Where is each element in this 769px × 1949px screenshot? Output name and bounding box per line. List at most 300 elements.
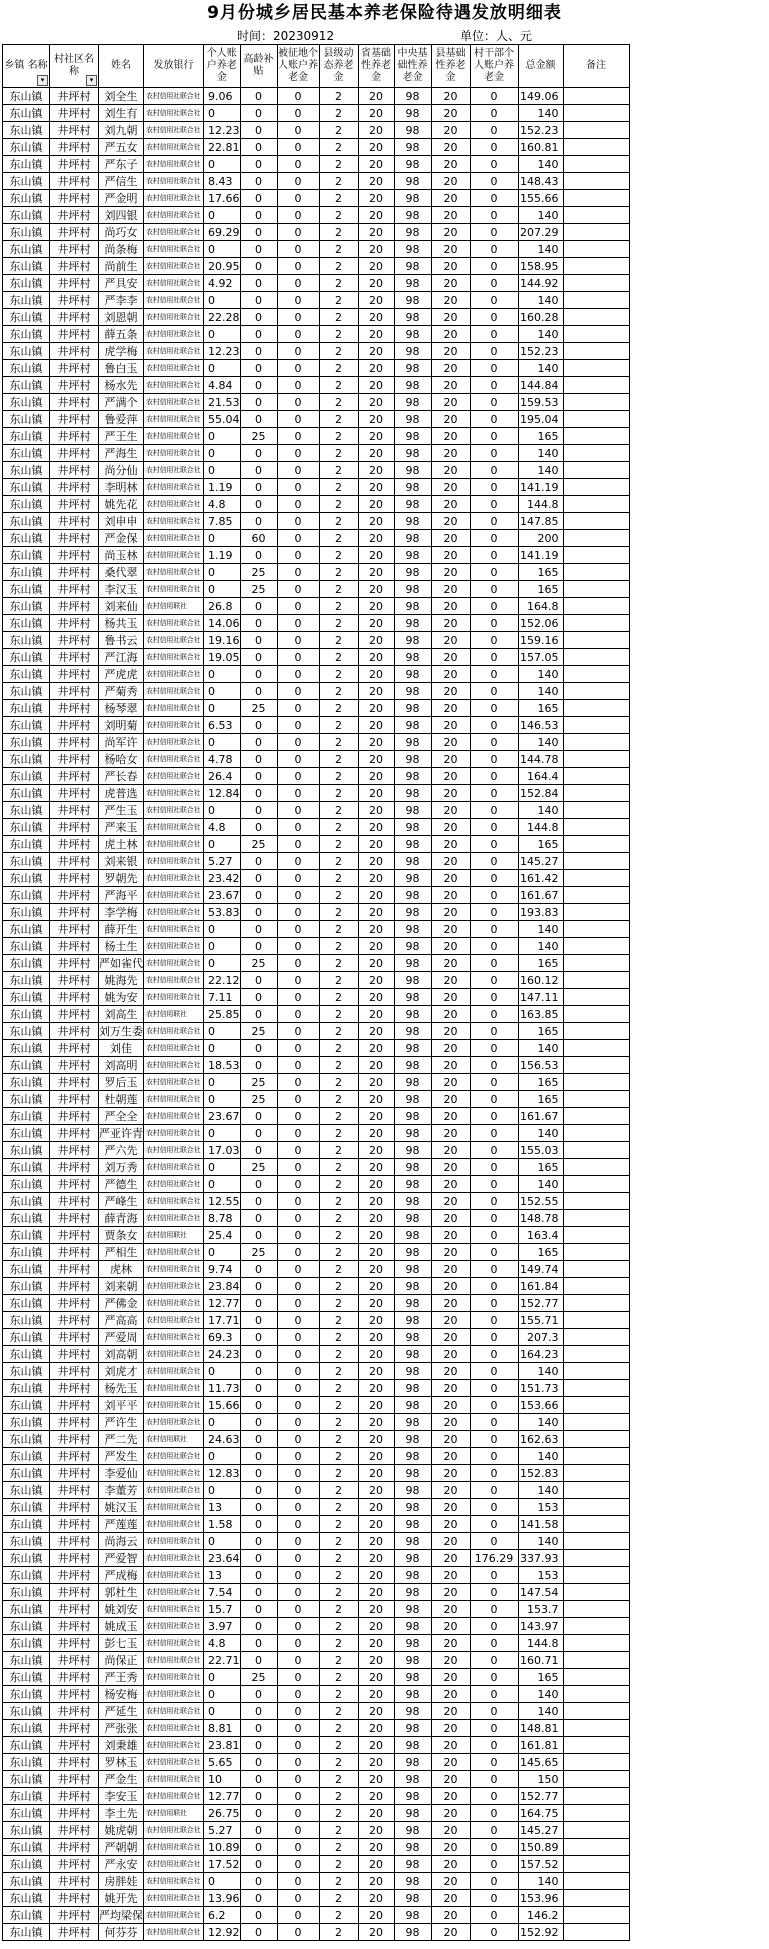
county-dynamic-cell: 2	[319, 1142, 358, 1159]
township-cell: 东山镇	[3, 1924, 50, 1941]
remarks-cell	[563, 1074, 629, 1091]
county-basic-cell: 20	[431, 1159, 470, 1176]
land-acquisition-cell: 0	[277, 1329, 319, 1346]
village-cadre-cell: 0	[470, 530, 518, 547]
name-cell: 尚条梅	[99, 241, 144, 258]
elderly-subsidy-cell: 0	[240, 1261, 277, 1278]
township-cell: 东山镇	[3, 1193, 50, 1210]
name-cell: 严海生	[99, 445, 144, 462]
bank-cell: 农村信用社联合社	[144, 768, 204, 785]
remarks-cell	[563, 1414, 629, 1431]
county-basic-cell: 20	[431, 1703, 470, 1720]
village-cell: 井坪村	[50, 1006, 99, 1023]
township-cell: 东山镇	[3, 411, 50, 428]
village-cadre-cell: 0	[470, 207, 518, 224]
bank-cell: 农村信用社联合社	[144, 1737, 204, 1754]
elderly-subsidy-header	[240, 45, 277, 88]
provincial-basic-cell: 20	[358, 1346, 394, 1363]
county-dynamic-cell: 2	[319, 1686, 358, 1703]
county-dynamic-cell: 2	[319, 1448, 358, 1465]
table-row	[3, 105, 630, 122]
county-basic-cell: 20	[431, 1499, 470, 1516]
table-row	[3, 870, 630, 887]
bank-cell: 农村信用社联合社	[144, 1414, 204, 1431]
village-cadre-cell: 0	[470, 547, 518, 564]
county-basic-cell: 20	[431, 734, 470, 751]
township-cell: 东山镇	[3, 819, 50, 836]
township-cell: 东山镇	[3, 717, 50, 734]
village-cadre-cell: 0	[470, 1890, 518, 1907]
remarks-cell	[563, 88, 629, 105]
elderly-subsidy-cell: 0	[240, 1839, 277, 1856]
village-cell: 井坪村	[50, 785, 99, 802]
remarks-cell	[563, 1839, 629, 1856]
remarks-cell	[563, 530, 629, 547]
county-dynamic-cell: 2	[319, 1176, 358, 1193]
name-cell: 严长春	[99, 768, 144, 785]
township-cell: 东山镇	[3, 1567, 50, 1584]
township-cell: 东山镇	[3, 1329, 50, 1346]
provincial-basic-cell: 20	[358, 955, 394, 972]
remarks-cell	[563, 1856, 629, 1873]
land-acquisition-cell: 0	[277, 768, 319, 785]
bank-cell: 农村信用社联合社	[144, 462, 204, 479]
land-acquisition-cell: 0	[277, 1295, 319, 1312]
provincial-basic-cell: 20	[358, 1533, 394, 1550]
elderly-subsidy-cell: 25	[240, 1091, 277, 1108]
land-acquisition-cell: 0	[277, 938, 319, 955]
county-basic-cell: 20	[431, 1822, 470, 1839]
county-dynamic-cell: 2	[319, 1652, 358, 1669]
provincial-basic-cell: 20	[358, 649, 394, 666]
table-row	[3, 1108, 630, 1125]
remarks-cell	[563, 1737, 629, 1754]
remarks-cell	[563, 1312, 629, 1329]
village-cadre-cell: 0	[470, 88, 518, 105]
township-cell: 东山镇	[3, 1822, 50, 1839]
remarks-cell	[563, 598, 629, 615]
county-basic-cell: 20	[431, 1312, 470, 1329]
elderly-subsidy-cell: 0	[240, 1431, 277, 1448]
village-cadre-cell: 0	[470, 649, 518, 666]
personal-account-cell: 69.3	[204, 1329, 241, 1346]
township-cell: 东山镇	[3, 1108, 50, 1125]
township-cell: 东山镇	[3, 1550, 50, 1567]
village-cadre-cell: 0	[470, 734, 518, 751]
land-acquisition-header	[277, 45, 319, 88]
county-dynamic-cell: 2	[319, 683, 358, 700]
village-cell: 井坪村	[50, 819, 99, 836]
personal-account-cell: 0	[204, 581, 241, 598]
table-row	[3, 513, 630, 530]
village-cadre-cell: 0	[470, 1278, 518, 1295]
table-row	[3, 1380, 630, 1397]
name-cell: 严金保	[99, 530, 144, 547]
table-row	[3, 1074, 630, 1091]
elderly-subsidy-cell: 0	[240, 683, 277, 700]
township-cell: 东山镇	[3, 666, 50, 683]
village-cell: 井坪村	[50, 853, 99, 870]
land-acquisition-cell: 0	[277, 717, 319, 734]
provincial-basic-cell: 20	[358, 1703, 394, 1720]
total-amount-cell: 161.67	[518, 1108, 563, 1125]
county-basic-cell: 20	[431, 717, 470, 734]
personal-account-cell: 0	[204, 734, 241, 751]
provincial-basic-cell: 20	[358, 904, 394, 921]
village-cadre-cell: 0	[470, 122, 518, 139]
bank-cell: 农村信用社联合社	[144, 666, 204, 683]
county-basic-header	[431, 45, 470, 88]
county-basic-cell: 20	[431, 207, 470, 224]
elderly-subsidy-cell: 0	[240, 1822, 277, 1839]
personal-account-cell: 7.85	[204, 513, 241, 530]
land-acquisition-cell: 0	[277, 1516, 319, 1533]
provincial-basic-cell: 20	[358, 139, 394, 156]
township-cell: 东山镇	[3, 445, 50, 462]
village-cell: 井坪村	[50, 1669, 99, 1686]
provincial-basic-cell: 20	[358, 1210, 394, 1227]
header-label: 总金额	[525, 60, 556, 71]
bank-cell: 农村信用社联合社	[144, 1380, 204, 1397]
header-label: 姓名	[111, 60, 131, 71]
personal-account-cell: 10.89	[204, 1839, 241, 1856]
village-cell: 井坪村	[50, 1363, 99, 1380]
village-cell: 井坪村	[50, 1788, 99, 1805]
village-cell: 井坪村	[50, 1533, 99, 1550]
name-cell: 李明林	[99, 479, 144, 496]
land-acquisition-cell: 0	[277, 1635, 319, 1652]
total-amount-cell: 147.85	[518, 513, 563, 530]
bank-cell: 农村信用社联合社	[144, 1176, 204, 1193]
village-cadre-cell: 0	[470, 1822, 518, 1839]
name-cell: 彭七玉	[99, 1635, 144, 1652]
table-row	[3, 156, 630, 173]
name-cell: 刘四银	[99, 207, 144, 224]
elderly-subsidy-cell: 0	[240, 1686, 277, 1703]
total-amount-cell: 140	[518, 360, 563, 377]
name-cell: 严成梅	[99, 1567, 144, 1584]
bank-cell: 农村信用社联合社	[144, 1533, 204, 1550]
provincial-basic-cell: 20	[358, 275, 394, 292]
central-basic-cell: 98	[394, 88, 431, 105]
remarks-cell	[563, 1550, 629, 1567]
personal-account-cell: 22.71	[204, 1652, 241, 1669]
name-cell: 鲁爱萍	[99, 411, 144, 428]
county-dynamic-cell: 2	[319, 921, 358, 938]
bank-cell: 农村信用社联合社	[144, 632, 204, 649]
remarks-cell	[563, 564, 629, 581]
elderly-subsidy-cell: 0	[240, 887, 277, 904]
elderly-subsidy-cell: 0	[240, 1312, 277, 1329]
land-acquisition-cell: 0	[277, 1448, 319, 1465]
village-cell: 井坪村	[50, 1193, 99, 1210]
total-amount-cell: 164.75	[518, 1805, 563, 1822]
village-cell: 井坪村	[50, 700, 99, 717]
elderly-subsidy-cell: 0	[240, 1652, 277, 1669]
village-cadre-cell: 0	[470, 1346, 518, 1363]
village-cadre-cell: 0	[470, 258, 518, 275]
name-cell: 严五女	[99, 139, 144, 156]
personal-account-cell: 0	[204, 1669, 241, 1686]
land-acquisition-cell: 0	[277, 1244, 319, 1261]
total-amount-cell: 144.92	[518, 275, 563, 292]
table-row	[3, 785, 630, 802]
elderly-subsidy-cell: 25	[240, 581, 277, 598]
name-cell: 刘高朝	[99, 1346, 144, 1363]
bank-cell: 农村信用社联合社	[144, 904, 204, 921]
provincial-basic-cell: 20	[358, 1873, 394, 1890]
village-cell: 井坪村	[50, 1720, 99, 1737]
table-row	[3, 802, 630, 819]
table-row	[3, 1550, 630, 1567]
personal-account-cell: 0	[204, 530, 241, 547]
remarks-cell	[563, 411, 629, 428]
land-acquisition-cell: 0	[277, 275, 319, 292]
village-cell: 井坪村	[50, 938, 99, 955]
bank-cell: 农村信用社联合社	[144, 1482, 204, 1499]
central-basic-cell: 98	[394, 241, 431, 258]
table-row	[3, 683, 630, 700]
village-cadre-cell: 0	[470, 1669, 518, 1686]
total-amount-cell: 161.42	[518, 870, 563, 887]
personal-account-cell: 0	[204, 1414, 241, 1431]
elderly-subsidy-cell: 0	[240, 258, 277, 275]
central-basic-cell: 98	[394, 700, 431, 717]
remarks-header	[563, 45, 629, 88]
name-cell: 刘恩朝	[99, 309, 144, 326]
bank-cell: 农村信用社联合社	[144, 1703, 204, 1720]
bank-cell: 农村信用社联合社	[144, 1635, 204, 1652]
total-amount-cell: 145.65	[518, 1754, 563, 1771]
central-basic-cell: 98	[394, 1720, 431, 1737]
village-cell: 井坪村	[50, 309, 99, 326]
remarks-cell	[563, 700, 629, 717]
land-acquisition-cell: 0	[277, 122, 319, 139]
total-amount-cell: 140	[518, 105, 563, 122]
village-cadre-cell: 0	[470, 1584, 518, 1601]
table-row	[3, 1873, 630, 1890]
bank-cell: 农村信用社联合社	[144, 1907, 204, 1924]
county-dynamic-cell: 2	[319, 292, 358, 309]
central-basic-cell: 98	[394, 751, 431, 768]
table-row	[3, 1533, 630, 1550]
personal-account-cell: 0	[204, 802, 241, 819]
table-row	[3, 632, 630, 649]
provincial-basic-cell: 20	[358, 1601, 394, 1618]
table-row	[3, 1142, 630, 1159]
county-dynamic-cell: 2	[319, 1227, 358, 1244]
total-amount-cell: 141.19	[518, 547, 563, 564]
personal-account-cell: 7.11	[204, 989, 241, 1006]
township-cell: 东山镇	[3, 1040, 50, 1057]
total-amount-cell: 159.53	[518, 394, 563, 411]
central-basic-cell: 98	[394, 258, 431, 275]
provincial-basic-cell: 20	[358, 105, 394, 122]
provincial-basic-cell: 20	[358, 1771, 394, 1788]
village-cadre-cell: 0	[470, 768, 518, 785]
central-basic-cell: 98	[394, 1244, 431, 1261]
total-amount-cell: 163.4	[518, 1227, 563, 1244]
county-basic-cell: 20	[431, 1873, 470, 1890]
table-row	[3, 1720, 630, 1737]
personal-account-cell: 7.54	[204, 1584, 241, 1601]
total-amount-cell: 147.54	[518, 1584, 563, 1601]
name-cell: 刘明菊	[99, 717, 144, 734]
central-basic-cell: 98	[394, 683, 431, 700]
table-body	[3, 88, 630, 1941]
elderly-subsidy-cell: 0	[240, 1873, 277, 1890]
land-acquisition-cell: 0	[277, 1839, 319, 1856]
village-cell: 井坪村	[50, 1465, 99, 1482]
village-cadre-cell: 0	[470, 1244, 518, 1261]
village-cell: 井坪村	[50, 1431, 99, 1448]
provincial-basic-cell: 20	[358, 1108, 394, 1125]
village-cadre-cell: 0	[470, 513, 518, 530]
provincial-basic-cell: 20	[358, 1380, 394, 1397]
bank-cell: 农村信用社联合社	[144, 1057, 204, 1074]
land-acquisition-cell: 0	[277, 1686, 319, 1703]
table-row	[3, 1924, 630, 1941]
provincial-basic-cell: 20	[358, 1635, 394, 1652]
provincial-basic-cell: 20	[358, 972, 394, 989]
village-cell: 井坪村	[50, 887, 99, 904]
total-amount-cell: 160.28	[518, 309, 563, 326]
central-basic-cell: 98	[394, 1210, 431, 1227]
name-cell: 薛开生	[99, 921, 144, 938]
county-basic-cell: 20	[431, 428, 470, 445]
village-cell: 井坪村	[50, 666, 99, 683]
name-cell: 严亚许青	[99, 1126, 143, 1140]
elderly-subsidy-cell: 0	[240, 1193, 277, 1210]
provincial-basic-cell: 20	[358, 411, 394, 428]
village-cell: 井坪村	[50, 717, 99, 734]
county-basic-cell: 20	[431, 1465, 470, 1482]
personal-account-cell: 1.19	[204, 547, 241, 564]
village-cadre-cell: 0	[470, 1703, 518, 1720]
township-cell: 东山镇	[3, 1482, 50, 1499]
county-dynamic-cell: 2	[319, 734, 358, 751]
county-dynamic-cell: 2	[319, 1499, 358, 1516]
township-cell: 东山镇	[3, 1448, 50, 1465]
name-cell: 姚海先	[99, 972, 144, 989]
elderly-subsidy-cell: 0	[240, 921, 277, 938]
filter-dropdown-icon[interactable]: ▾	[37, 75, 48, 86]
provincial-basic-cell: 20	[358, 1686, 394, 1703]
elderly-subsidy-cell: 0	[240, 1125, 277, 1142]
name-cell: 房胖娃	[99, 1873, 144, 1890]
land-acquisition-cell: 0	[277, 1057, 319, 1074]
village-cell: 井坪村	[50, 173, 99, 190]
county-basic-cell: 20	[431, 1635, 470, 1652]
name-cell: 姚汉玉	[99, 1499, 144, 1516]
county-basic-cell: 20	[431, 836, 470, 853]
county-dynamic-cell: 2	[319, 1533, 358, 1550]
village-cadre-cell: 0	[470, 1363, 518, 1380]
total-amount-cell: 153.7	[518, 1601, 563, 1618]
total-amount-cell: 141.19	[518, 479, 563, 496]
total-amount-cell: 140	[518, 156, 563, 173]
remarks-cell	[563, 921, 629, 938]
township-cell: 东山镇	[3, 479, 50, 496]
township-cell: 东山镇	[3, 1278, 50, 1295]
table-row	[3, 547, 630, 564]
table-row	[3, 938, 630, 955]
personal-account-cell: 5.27	[204, 853, 241, 870]
village-cell: 井坪村	[50, 649, 99, 666]
personal-account-cell: 4.84	[204, 377, 241, 394]
bank-cell: 农村信用社联合社	[144, 785, 204, 802]
county-dynamic-cell: 2	[319, 581, 358, 598]
provincial-basic-cell: 20	[358, 989, 394, 1006]
elderly-subsidy-cell: 0	[240, 1737, 277, 1754]
personal-account-cell: 26.75	[204, 1805, 241, 1822]
remarks-cell	[563, 1873, 629, 1890]
village-cell: 井坪村	[50, 1873, 99, 1890]
bank-cell: 农村信用社联合社	[144, 819, 204, 836]
personal-account-cell: 26.8	[204, 598, 241, 615]
remarks-cell	[563, 1465, 629, 1482]
central-basic-cell: 98	[394, 819, 431, 836]
county-basic-cell: 20	[431, 581, 470, 598]
county-dynamic-cell: 2	[319, 1380, 358, 1397]
name-cell: 姚刘安	[99, 1601, 144, 1618]
provincial-basic-cell: 20	[358, 547, 394, 564]
provincial-basic-cell: 20	[358, 1907, 394, 1924]
name-cell: 郭杜生	[99, 1584, 144, 1601]
name-cell: 李董芳	[99, 1482, 144, 1499]
village-cell: 井坪村	[50, 224, 99, 241]
total-amount-cell: 140	[518, 683, 563, 700]
elderly-subsidy-cell: 25	[240, 1159, 277, 1176]
filter-dropdown-icon[interactable]: ▾	[86, 75, 97, 86]
land-acquisition-cell: 0	[277, 1193, 319, 1210]
personal-account-cell: 26.4	[204, 768, 241, 785]
personal-account-cell: 12.92	[204, 1924, 241, 1941]
remarks-cell	[563, 1431, 629, 1448]
remarks-cell	[563, 938, 629, 955]
header-label: 发放银行	[153, 60, 194, 71]
land-acquisition-cell: 0	[277, 887, 319, 904]
table-row	[3, 921, 630, 938]
name-cell: 薛五条	[99, 326, 144, 343]
elderly-subsidy-cell: 0	[240, 1227, 277, 1244]
table-row	[3, 1040, 630, 1057]
village-cadre-cell: 0	[470, 1125, 518, 1142]
table-row	[3, 1006, 630, 1023]
elderly-subsidy-cell: 0	[240, 462, 277, 479]
village-cell: 井坪村	[50, 1159, 99, 1176]
remarks-cell	[563, 802, 629, 819]
provincial-basic-cell: 20	[358, 360, 394, 377]
central-basic-cell: 98	[394, 394, 431, 411]
elderly-subsidy-cell: 25	[240, 1244, 277, 1261]
provincial-basic-cell: 20	[358, 1856, 394, 1873]
remarks-cell	[563, 224, 629, 241]
village-cell: 井坪村	[50, 1924, 99, 1941]
bank-cell: 农村信用社联合社	[144, 360, 204, 377]
total-amount-cell: 157.52	[518, 1856, 563, 1873]
land-acquisition-cell: 0	[277, 1669, 319, 1686]
bank-cell: 农村信用社联合社	[144, 1040, 204, 1057]
land-acquisition-cell: 0	[277, 1227, 319, 1244]
provincial-basic-cell: 20	[358, 1176, 394, 1193]
personal-account-cell: 0	[204, 207, 241, 224]
personal-account-cell: 25.4	[204, 1227, 241, 1244]
name-cell: 尚军许	[99, 734, 144, 751]
central-basic-cell: 98	[394, 836, 431, 853]
land-acquisition-cell: 0	[277, 530, 319, 547]
personal-account-cell: 23.64	[204, 1550, 241, 1567]
